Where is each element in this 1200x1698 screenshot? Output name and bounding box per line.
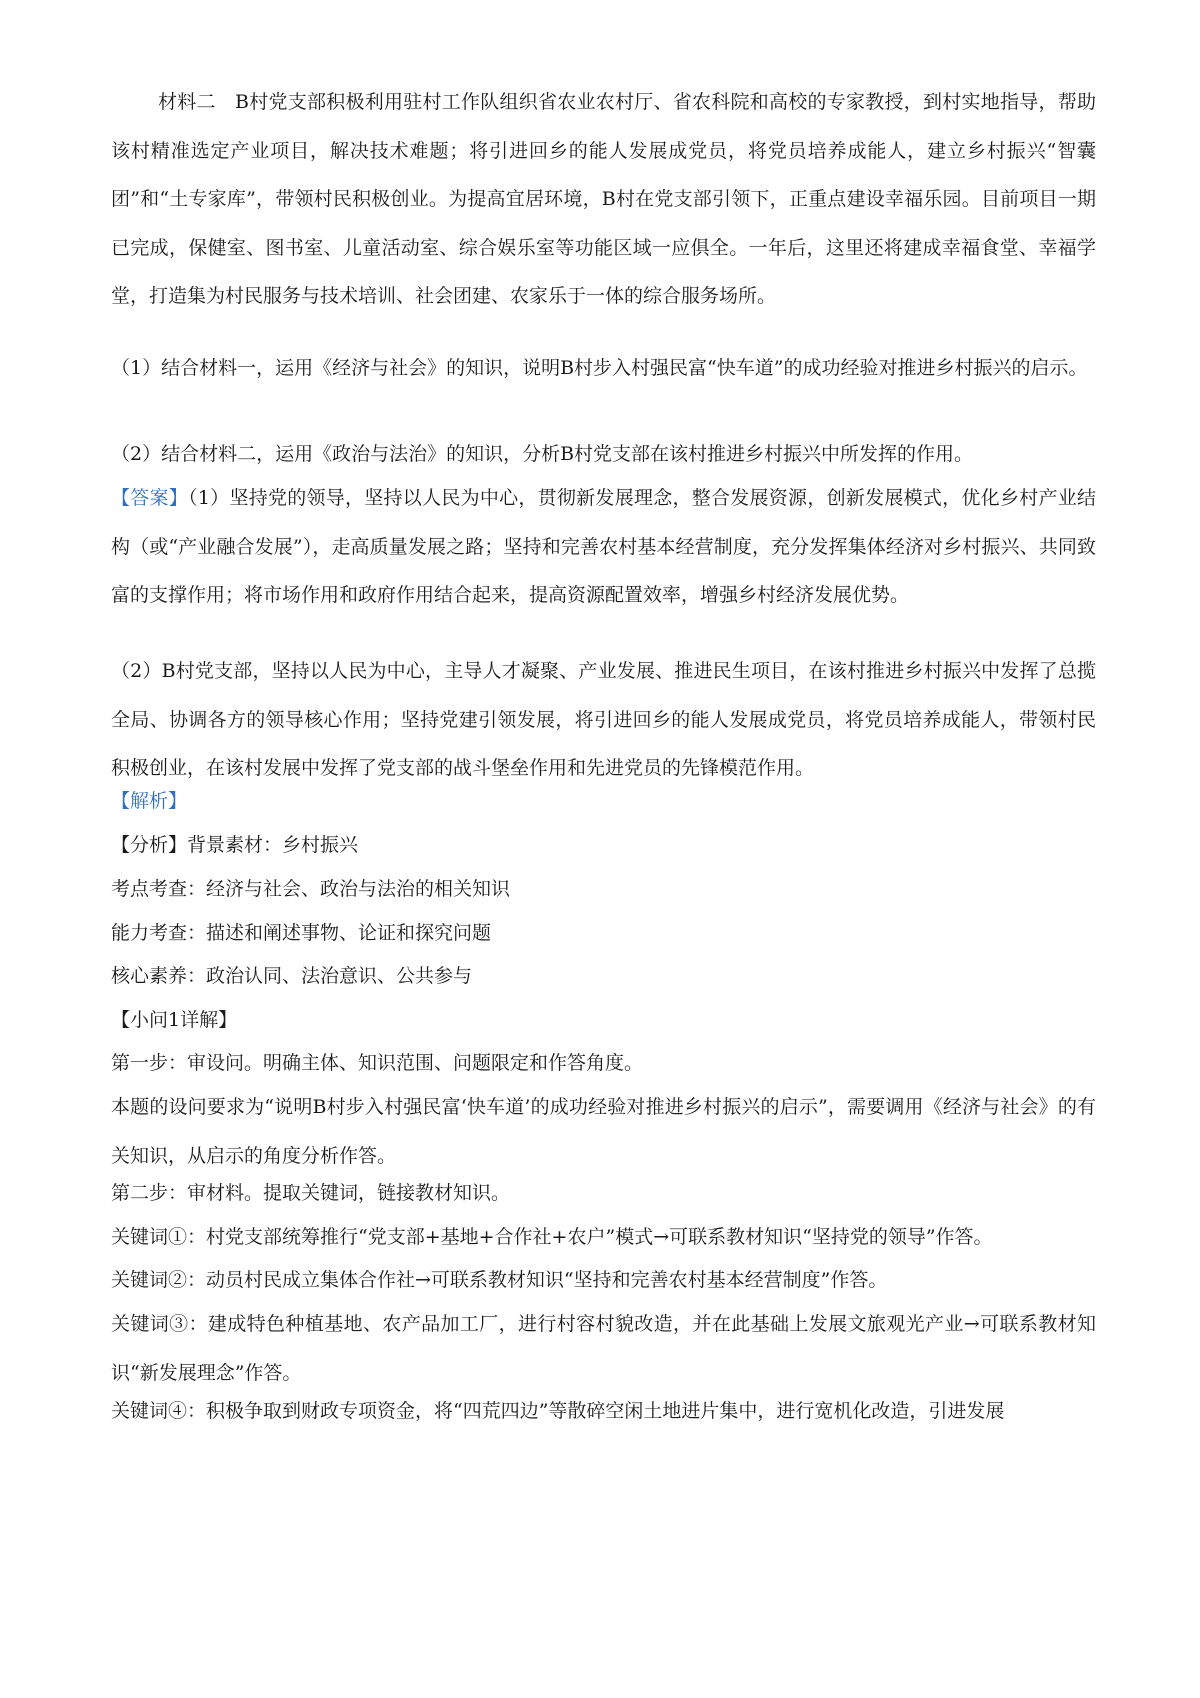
analysis-background: 【分析】背景素材：乡村振兴 bbox=[111, 834, 359, 856]
sub-question-1-title: 【小问1详解】 bbox=[111, 1009, 238, 1031]
keyword-1: 关键词①：村党支部统筹推行“党支部+基地+合作社+农户”模式→可联系教材知识“坚持党的领导”作答。 bbox=[111, 1226, 993, 1248]
keyword-4: 关键词④：积极争取到财政专项资金，将“四荒四边”等散碎空闲土地进片集中，进行宽机化改造，引进发展 bbox=[111, 1400, 1005, 1422]
answer-tag: 【答案】 bbox=[111, 487, 189, 509]
step-one: 第一步：审设问。明确主体、知识范围、问题限定和作答角度。 bbox=[111, 1052, 644, 1074]
step-one-detail: 本题的设问要求为“说明B村步入村强民富‘快车道’的成功经验对推进乡村振兴的启示”，需要调用《经济与社会》的有关知识，从启示的角度分析作答。 bbox=[111, 1096, 1096, 1167]
keyword-2: 关键词②：动员村民成立集体合作社→可联系教材知识“坚持和完善农村基本经营制度”作答。 bbox=[111, 1269, 888, 1291]
material-two-paragraph: 材料二 B村党支部积极利用驻村工作队组织省农业农村厅、省农科院和高校的专家教授，到村实地指导，帮助该村精准选定产业项目，解决技术难题；将引进回乡的能人发展成党员，将党员培养成能人，建立乡村振兴“智囊团”和“土专家库”，带领村民积极创业。为提高宜居环境，B村在党支部引领下，正重点建设幸福乐园。目前项目一期已完成，保健室、图书室、儿童活动室、综合娱乐室等功能区域一应俱全。一年后，这里还将建成幸福食堂、幸福学堂，打造集为村民服务与技术培训、社会团建、农家乐于一体的综合服务场所。 bbox=[111, 91, 1096, 307]
question-1: （1）结合材料一，运用《经济与社会》的知识，说明B村步入村强民富“快车道”的成功经验对推进乡村振兴的启示。 bbox=[111, 357, 1088, 379]
step-two: 第二步：审材料。提取关键词，链接教材知识。 bbox=[111, 1182, 511, 1204]
analysis-exam-points: 考点考查：经济与社会、政治与法治的相关知识 bbox=[111, 878, 511, 900]
answer-1 bbox=[111, 474, 1096, 620]
answer-2: （2）B村党支部，坚持以人民为中心，主导人才凝聚、产业发展、推进民生项目，在该村推进乡村振兴中发挥了总揽全局、协调各方的领导核心作用；坚持党建引领发展，将引进回乡的能人发展成党员，将党员培养成能人，带领村民积极创业，在该村发展中发挥了党支部的战斗堡垒作用和先进党员的先锋模范作用。 bbox=[111, 660, 1096, 779]
analysis-core-literacy: 核心素养：政治认同、法治意识、公共参与 bbox=[111, 965, 473, 987]
answer-1-text: （1）坚持党的领导，坚持以人民为中心，贯彻新发展理念，整合发展资源，创新发展模式，优化乡村产业结构（或“产业融合发展”），走高质量发展之路；坚持和完善农村基本经营制度，充分发挥集体经济对乡村振兴、共同致富的支撑作用；将市场作用和政府作用结合起来，提高资源配置效率，增强乡村经济发展优势。 bbox=[111, 487, 1096, 606]
question-2: （2）结合材料二，运用《政治与法治》的知识，分析B村党支部在该村推进乡村振兴中所发挥的作用。 bbox=[111, 443, 974, 465]
analysis-tag: 【解析】 bbox=[111, 790, 188, 812]
analysis-ability: 能力考查：描述和阐述事物、论证和探究问题 bbox=[111, 922, 492, 944]
keyword-3: 关键词③：建成特色种植基地、农产品加工厂，进行村容村貌改造，并在此基础上发展文旅观光产业→可联系教材知识“新发展理念”作答。 bbox=[111, 1313, 1096, 1384]
